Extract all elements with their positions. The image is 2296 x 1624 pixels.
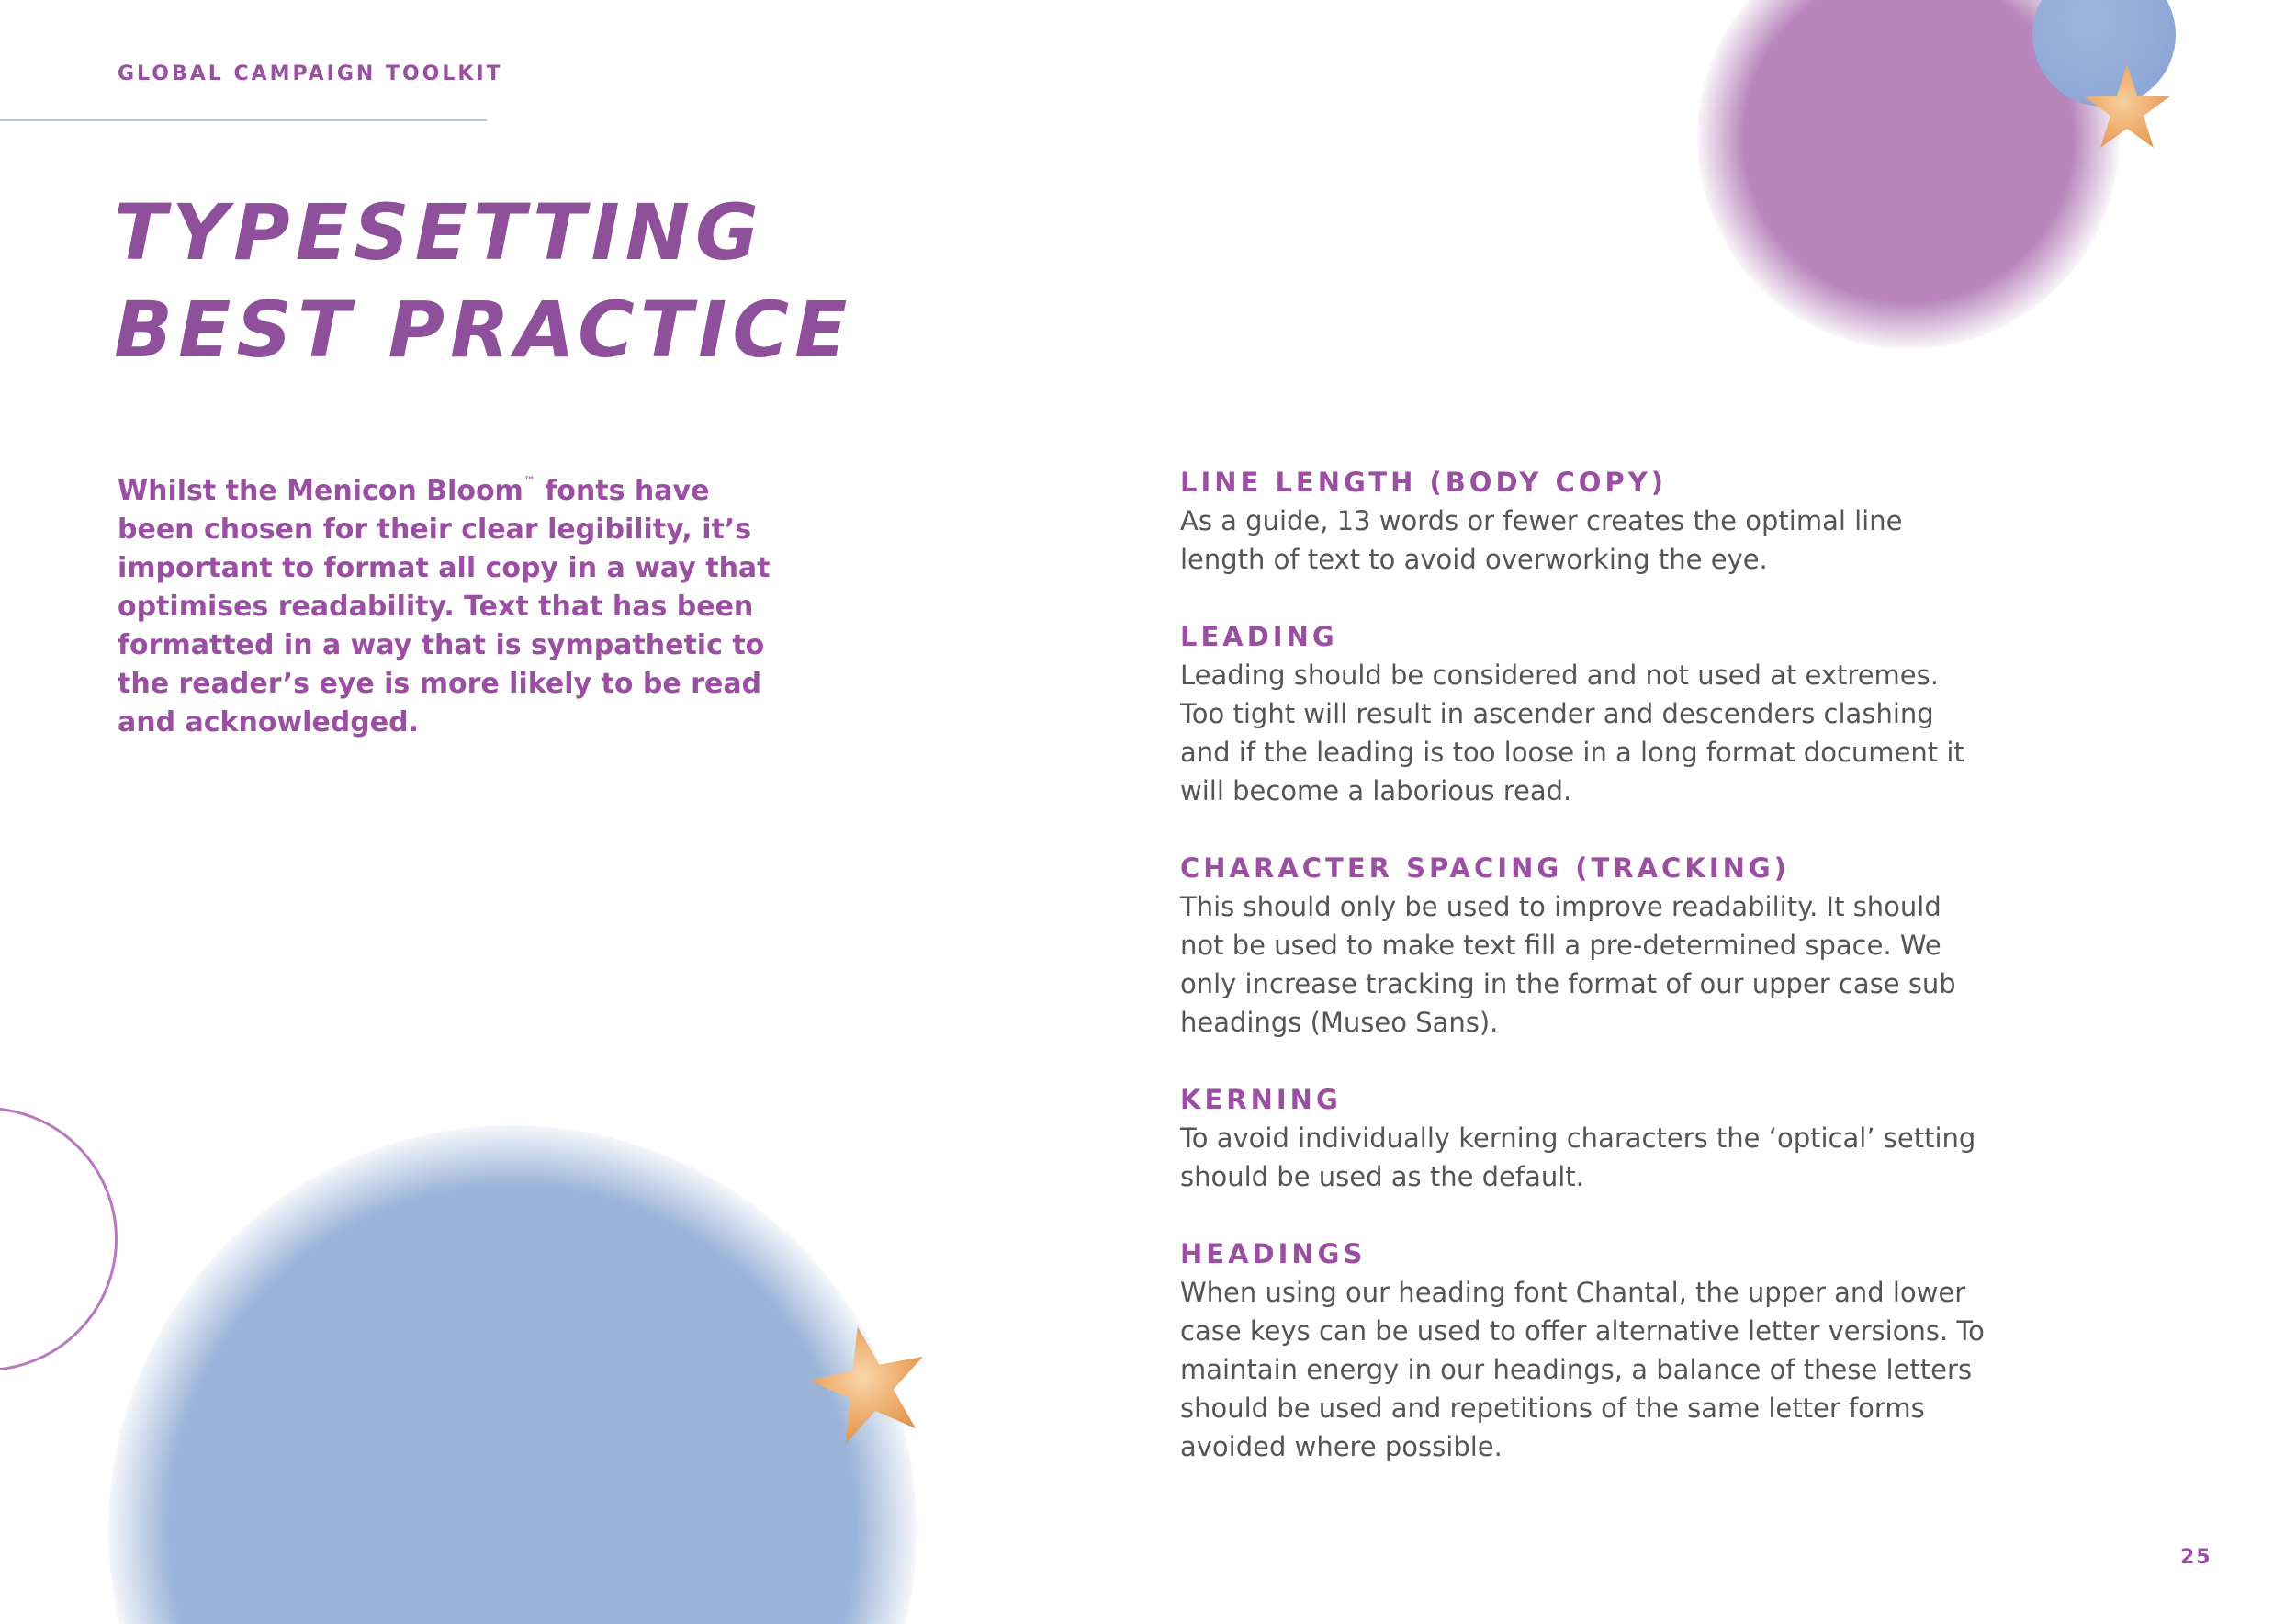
toolkit-header-label: GLOBAL CAMPAIGN TOOLKIT xyxy=(118,62,503,85)
section-heading: KERNING xyxy=(1180,1084,1342,1115)
guidelines-list xyxy=(1180,463,1988,1505)
section-character-spacing xyxy=(1180,849,1988,1042)
section-headings xyxy=(1180,1235,1988,1466)
page-number: 25 xyxy=(2180,1546,2212,1569)
header-divider xyxy=(0,119,487,121)
intro-text-end: fonts have been chosen for their clear legibility, it’s important to format all copy in a way that optimises readability. Text that has been formatted in a way that is sympathetic to the reader’s eye is more likely to be read and acknowledged. xyxy=(118,475,771,739)
section-body: To avoid individually kerning characters the ‘optical’ setting should be used as the default. xyxy=(1180,1122,1976,1192)
purple-outline-circle xyxy=(0,1107,118,1371)
section-body: Leading should be considered and not used at extremes. Too tight will result in ascender and descenders clashing and if the leading is too loose in a long format document it will become a laborious read. xyxy=(1180,660,1964,806)
star-icon xyxy=(808,1323,931,1446)
section-body: As a guide, 13 words or fewer creates the optimal line length of text to avoid overworking the eye. xyxy=(1180,505,1903,575)
intro-text-start: Whilst the Menicon Bloom xyxy=(118,475,523,507)
section-body: When using our heading font Chantal, the upper and lower case keys can be used to offer alternative letter versions. To maintain energy in our headings, a balance of these letters should be used and repetitions of the same letter forms avoided where possible. xyxy=(1180,1277,1985,1462)
section-body: This should only be used to improve readability. It should not be used to make text fill a pre-determined space. We only increase tracking in the format of our upper case sub headings (Museo Sans). xyxy=(1180,891,1956,1038)
section-heading: LINE LENGTH (BODY COPY) xyxy=(1180,467,1667,498)
section-heading: CHARACTER SPACING (TRACKING) xyxy=(1180,852,1790,884)
section-leading xyxy=(1180,617,1988,810)
page-title xyxy=(114,184,852,378)
page-title-line-1: TYPESETTING xyxy=(114,187,764,277)
section-line-length xyxy=(1180,463,1988,579)
page-title-line-2: BEST PRACTICE xyxy=(114,285,853,375)
trademark-symbol: ™ xyxy=(523,475,535,489)
section-heading: HEADINGS xyxy=(1180,1238,1367,1269)
intro-paragraph xyxy=(118,463,779,742)
section-kerning xyxy=(1180,1080,1988,1196)
star-icon xyxy=(2078,62,2176,154)
blue-gradient-circle xyxy=(108,1125,917,1624)
section-heading: LEADING xyxy=(1180,621,1338,652)
